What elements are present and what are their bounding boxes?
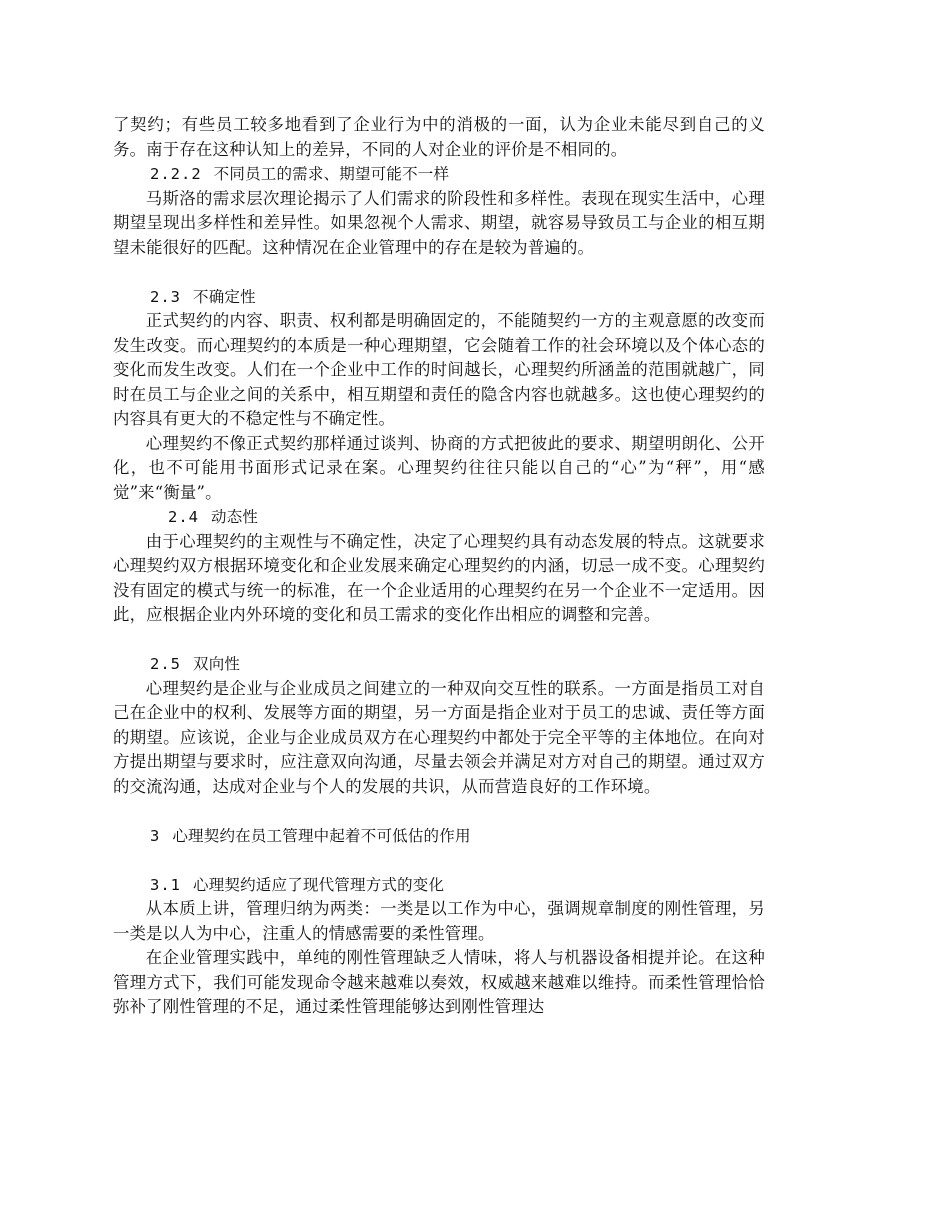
paragraph-uncertainty-2: 心理契约不像正式契约那样通过谈判、协商的方式把彼此的要求、期望明朗化、公开化，也不可能用书面形式记录在案。心理契约往往只能以自己的“心”为“秤”，用“感觉”来“衡量”。	[113, 433, 765, 502]
heading-number: 2.5	[150, 655, 181, 673]
heading-2-4	[113, 505, 765, 530]
paragraph-uncertainty-1: 正式契约的内容、职责、权利都是明确固定的，不能随契约一方的主观意愿的改变而发生改变。而心理契约的本质是一种心理期望，它会随着工作的社会环境以及个体心态的变化而发生改变。人们在一个企业中工作的时间越长，心理契约所涵盖的范围就越广，同时在员工与企业之间的关系中，相互期望和责任的隐含内容也就越多。这也使心理契约的内容具有更大的不稳定性与不确定性。	[113, 311, 765, 428]
paragraph-rigid-vs-flexible: 在企业管理实践中，单纯的刚性管理缺乏人情味，将人与机器设备相提并论。在这种管理方式下，我们可能发现命令越来越难以奏效，权威越来越难以维持。而柔性管理恰恰弥补了刚性管理的不足，通过柔性管理能够达到刚性管理达	[113, 948, 765, 1016]
heading-number: 3.1	[150, 875, 181, 894]
heading-number: 2.4	[168, 508, 199, 526]
heading-2-5	[113, 652, 765, 677]
heading-3	[113, 824, 765, 849]
heading-text: 不同员工的需求、期望可能不一样	[213, 165, 450, 183]
heading-2-2-2	[113, 162, 765, 187]
heading-number: 2.2.2	[150, 165, 202, 183]
heading-number: 3	[150, 826, 161, 845]
heading-text: 双向性	[193, 655, 241, 673]
paragraph-continuation: 了契约；有些员工较多地看到了企业行为中的消极的一面，认为企业未能尽到自己的义务。南于存在这种认知上的差异，不同的人对企业的评价是不相同的。	[113, 115, 765, 159]
document-page	[113, 113, 765, 1020]
heading-number: 2.3	[150, 287, 181, 306]
paragraph-bidirectional: 心理契约是企业与企业成员之间建立的一种双向交互性的联系。一方面是指员工对自己在企业中的权利、发展等方面的期望，另一方面是指企业对于员工的忠诚、责任等方面的期望。应该说，企业与企业成员双方在心理契约中都处于完全平等的主体地位。在向对方提出期望与要求时，应注意双向沟通，尽量去领会并满足对方对自己的期望。通过双方的交流沟通，达成对企业与个人的发展的共识，从而营造良好的工作环境。	[113, 678, 765, 796]
heading-3-1	[113, 873, 765, 898]
heading-text: 心理契约适应了现代管理方式的变化	[193, 875, 445, 894]
heading-text: 不确定性	[193, 287, 256, 306]
paragraph-management-types: 从本质上讲，管理归纳为两类：一类是以工作为中心，强调规章制度的刚性管理，另一类是以人为中心，注重人的情感需要的柔性管理。	[113, 899, 765, 943]
heading-text: 动态性	[211, 508, 259, 526]
heading-2-3	[113, 285, 765, 310]
paragraph-dynamic: 由于心理契约的主观性与不确定性，决定了心理契约具有动态发展的特点。这就要求心理契约双方根据环境变化和企业发展来确定心理契约的内涵，切忌一成不变。心理契约没有固定的模式与统一的标准，在一个企业适用的心理契约在另一个企业不一定适用。因此，应根据企业内外环境的变化和员工需求的变化作出相应的调整和完善。	[113, 531, 765, 624]
paragraph-maslow: 马斯洛的需求层次理论揭示了人们需求的阶段性和多样性。表现在现实生活中，心理期望呈现出多样性和差异性。如果忽视个人需求、期望，就容易导致员工与企业的相互期望未能很好的匹配。这种情况在企业管理中的存在是较为普遍的。	[113, 188, 765, 257]
heading-text: 心理契约在员工管理中起着不可低估的作用	[172, 826, 471, 845]
